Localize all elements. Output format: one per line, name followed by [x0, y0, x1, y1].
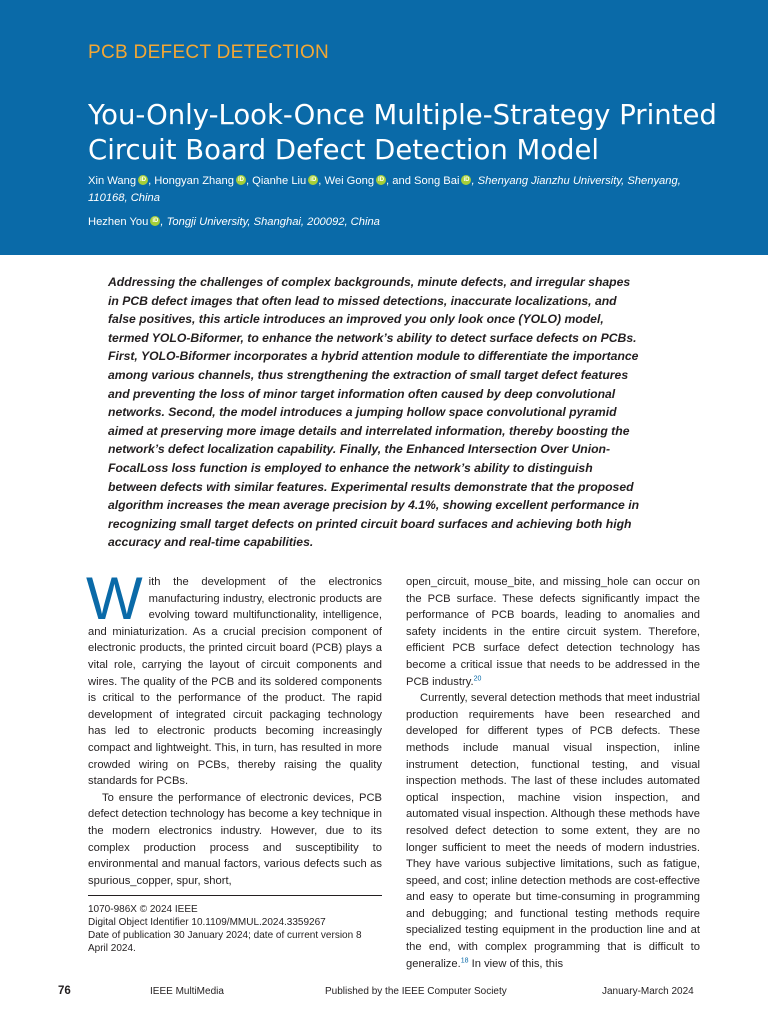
paragraph-text: ith the development of the electronics manufacturing industry, electronic products are evolving toward multifunctionality, intelligence, and miniaturization. As a crucial precision component of electronic products, the printed circuit board (PCB) plays a vital role, carrying the layout of circuit components and wires. The quality of the PCB and its soldered components is critical to the performance of the product. The rapid development of integrated circuit packaging technology has led to electronic products becoming increasingly compact and lightweight. This, in turn, has resulted in more crowded wiring on PCBs, thereby raising the quality standards for PCBs. [88, 576, 382, 788]
body-paragraph [406, 690, 700, 972]
orcid-icon[interactable]: iD [237, 177, 244, 183]
orcid-icon[interactable]: iD [463, 177, 470, 183]
publication-dates: Date of publication 30 January 2024; date of current version 8 April 2024. [88, 930, 362, 954]
orcid-icon[interactable]: iD [140, 177, 147, 183]
body-paragraph [86, 565, 382, 790]
affiliation: , Tongji University, Shanghai, 200092, China [160, 216, 380, 228]
page-number: 76 [58, 985, 71, 997]
reference-link[interactable]: 20 [473, 674, 482, 682]
author-name: , Qianhe Liu [245, 175, 307, 187]
orcid-icon[interactable]: iD [310, 177, 317, 183]
paragraph-text: open_circuit, mouse_bite, and missing_hole can occur on the PCB surface. These defects significantly impact the performance of PCB boards, leading to anomalies and safety incidents in the entire circuit system. Therefore, efficient PCB surface defect detection technology has become a critical issue that needs to be addressed in the PCB industry. [406, 576, 700, 688]
page-footer [0, 985, 768, 999]
orcid-icon[interactable]: iD [152, 218, 159, 224]
footnote-divider [88, 895, 382, 896]
reference-link[interactable]: 18 [460, 956, 469, 964]
doi-note[interactable]: Digital Object Identifier 10.1109/MMUL.2024.3359267 [88, 917, 326, 928]
author-block [88, 173, 688, 238]
author-name: Xin Wang [88, 175, 137, 187]
author-line-1 [88, 173, 688, 207]
issn-note: 1070-986X © 2024 IEEE [88, 904, 198, 915]
journal-name: IEEE MultiMedia [150, 986, 224, 997]
affiliation: , Shenyang Jianzhu University, Shenyang, 110168, China [88, 175, 681, 204]
author-name: Hezhen You [88, 216, 149, 228]
abstract: Addressing the challenges of complex backgrounds, minute defects, and irregular shapes in PCB defect images that often lead to missed detections, inaccurate localizations, and false positives, this article introduces an improved you only look once (YOLO) model, termed YOLO-Biformer, to enhance the network’s ability to detect surface defects on PCBs. First, YOLO-Biformer incorporates a hybrid attention module to differentiate the importance among various channels, thus strengthening the extraction of small target defect features and preventing the loss of minor target information often caused by deep convolutional networks. Second, the model introduces a jumping hollow space convolutional pyramid aimed at preserving more image details and interrelated information, thereby boosting the network’s defect localization capability. Finally, the Enhanced Intersection Over Union-FocalLoss loss function is employed to enhance the network’s ability to distinguish between defects with similar features. Experimental results demonstrate that the proposed algorithm increases the mean average precision by 4.1%, showing excellent performance in recognizing small target defects on printed circuit board surfaces and achieving both high accuracy and real-time capabilities. [108, 275, 640, 550]
header-banner [0, 0, 768, 255]
paragraph-text: In view of this, this [468, 957, 564, 970]
body-column-right [406, 574, 700, 972]
body-column-left [86, 565, 382, 889]
orcid-icon[interactable]: iD [378, 177, 385, 183]
footnotes [88, 903, 382, 955]
section-kicker: PCB DEFECT DETECTION [88, 42, 330, 63]
issue-date: January-March 2024 [602, 986, 694, 997]
author-name: , Hongyan Zhang [148, 175, 234, 187]
dropcap: W [86, 565, 143, 632]
author-name: , Wei Gong [318, 175, 375, 187]
publisher-line: Published by the IEEE Computer Society [325, 986, 507, 997]
body-paragraph: To ensure the performance of electronic devices, PCB defect detection technology has become a key technique in the modern electronics industry. However, due to its complex production process and susceptibility to environmental and manual factors, various defects such as spurious_copper, spur, short, [88, 791, 382, 887]
author-line-2 [88, 214, 688, 231]
author-name: , and Song Bai [386, 175, 460, 187]
paragraph-text: Currently, several detection methods that meet industrial production requirements have been researched and developed for different types of PCB defects. These methods include manual visual inspection, inline instrument detection, functional testing, and visual inspection methods. The last of these includes automated optical inspection, machine vision inspection, and automated visual inspection. Although these methods have resolved defect detection to some extent, they are no longer sufficient to meet the needs of modern industries. They have various subjective limitations, such as fatigue, speed, and cost; inline detection methods are cost-effective and easy to operate but time-consuming in programming and debugging; and functional testing methods require specialized testing equipment in the production line and at the end, with complex programming that is difficult to generalize. [406, 692, 700, 970]
article-title: You-Only-Look-Once Multiple-Strategy Printed Circuit Board Defect Detection Model [88, 99, 717, 166]
body-paragraph [406, 574, 700, 690]
